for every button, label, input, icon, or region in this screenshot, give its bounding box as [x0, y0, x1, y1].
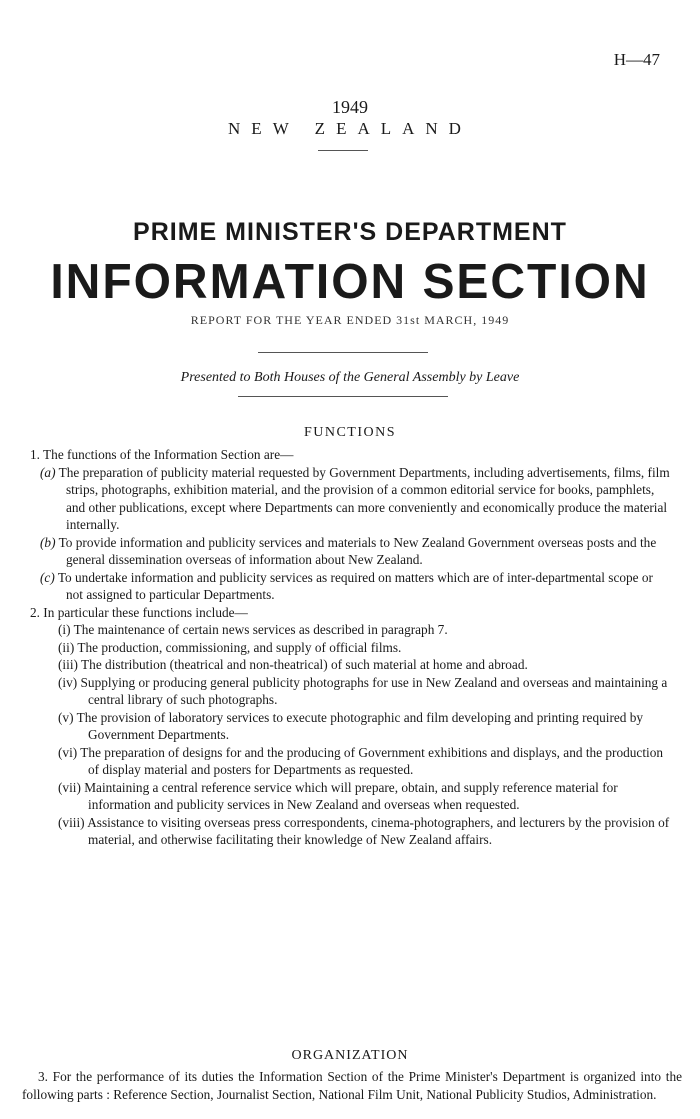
- presented-note: Presented to Both Houses of the General Assembly by Leave: [180, 370, 520, 385]
- function-subitem: [30, 709, 670, 744]
- subitem-label: (iv): [58, 674, 78, 690]
- divider: [238, 396, 448, 397]
- subitem-label: (vi): [58, 744, 78, 760]
- subitem-text: The distribution (theatrical and non-theatrical) of such material at home and abroad.: [81, 657, 528, 672]
- organization-text: 3. For the performance of its duties the Information Section of the Prime Minister's Department is organized into the following parts : Reference Section, Journalist Section, National Film Unit, National Publicity Studios, Administration.: [22, 1069, 682, 1102]
- function-item: [30, 534, 670, 569]
- function-subitem: [30, 656, 670, 674]
- item-label: (b): [40, 534, 56, 550]
- function-item: [30, 569, 670, 604]
- item-text: To provide information and publicity services and materials to New Zealand Government overseas posts and the general dissemination overseas of information about New Zealand.: [58, 534, 657, 567]
- functions-body: [30, 446, 670, 849]
- subitem-label: (ii): [58, 639, 75, 655]
- report-subtitle: REPORT FOR THE YEAR ENDED 31st MARCH, 1949: [190, 313, 510, 327]
- subitem-text: The production, commissioning, and supply of official films.: [77, 639, 402, 655]
- functions-heading: FUNCTIONS: [303, 425, 397, 440]
- subitem-label: (v): [58, 709, 74, 725]
- section-title: INFORMATION SECTION: [50, 255, 650, 309]
- function-subitem: [30, 744, 670, 779]
- item-label: (c): [40, 569, 55, 585]
- subitem-label: (vii): [58, 779, 81, 795]
- function-subitem: [30, 814, 670, 849]
- functions-intro-2: 2. In particular these functions include—: [30, 604, 248, 620]
- page-reference: H—47: [613, 50, 660, 69]
- subitem-text: Maintaining a central reference service which will prepare, obtain, and supply reference material for information and publicity services in New Zealand and overseas when requested.: [84, 779, 618, 812]
- function-subitem: [30, 639, 670, 657]
- function-subitem: [30, 674, 670, 709]
- function-item: [30, 464, 670, 534]
- country-name: NEW ZEALAND: [228, 119, 472, 138]
- subitem-text: The maintenance of certain news services as described in paragraph 7.: [73, 622, 448, 637]
- report-year: 1949: [332, 97, 368, 117]
- functions-intro: 1. The functions of the Information Section are—: [30, 447, 294, 462]
- function-subitem: [30, 621, 670, 639]
- subitem-text: Assistance to visiting overseas press correspondents, cinema-photographers, and lecturers by the provision of material, and otherwise facilitating their knowledge of New Zealand affairs.: [87, 814, 670, 847]
- item-text: The preparation of publicity material requested by Government Departments, including advertisements, films, film strips, photographs, exhibition material, and the provision of a common editorial service for books, pamphlets, and other publications, except where Departments can more conveniently and economically produce the material internally.: [58, 464, 670, 532]
- subitem-text: The provision of laboratory services to execute photographic and film developing and printing required by Government Departments.: [76, 709, 644, 742]
- divider: [318, 150, 368, 151]
- function-subitem: [30, 779, 670, 814]
- subitem-label: (i): [58, 622, 71, 637]
- item-label: (a): [40, 464, 56, 480]
- subitem-text: Supplying or producing general publicity photographs for use in New Zealand and overseas and maintaining a central library of such photographs.: [80, 674, 668, 707]
- department-title: PRIME MINISTER'S DEPARTMENT: [133, 218, 567, 246]
- subitem-text: The preparation of designs for and the producing of Government exhibitions and displays, and the production of display material and posters for Departments as requested.: [80, 744, 664, 777]
- item-text: To undertake information and publicity services as required on matters which are of inter-departmental scope or not assigned to particular Departments.: [57, 569, 653, 602]
- subitem-label: (iii): [58, 657, 78, 672]
- organization-heading: ORGANIZATION: [291, 1048, 409, 1063]
- divider: [258, 352, 428, 353]
- subitem-label: (viii): [58, 814, 85, 830]
